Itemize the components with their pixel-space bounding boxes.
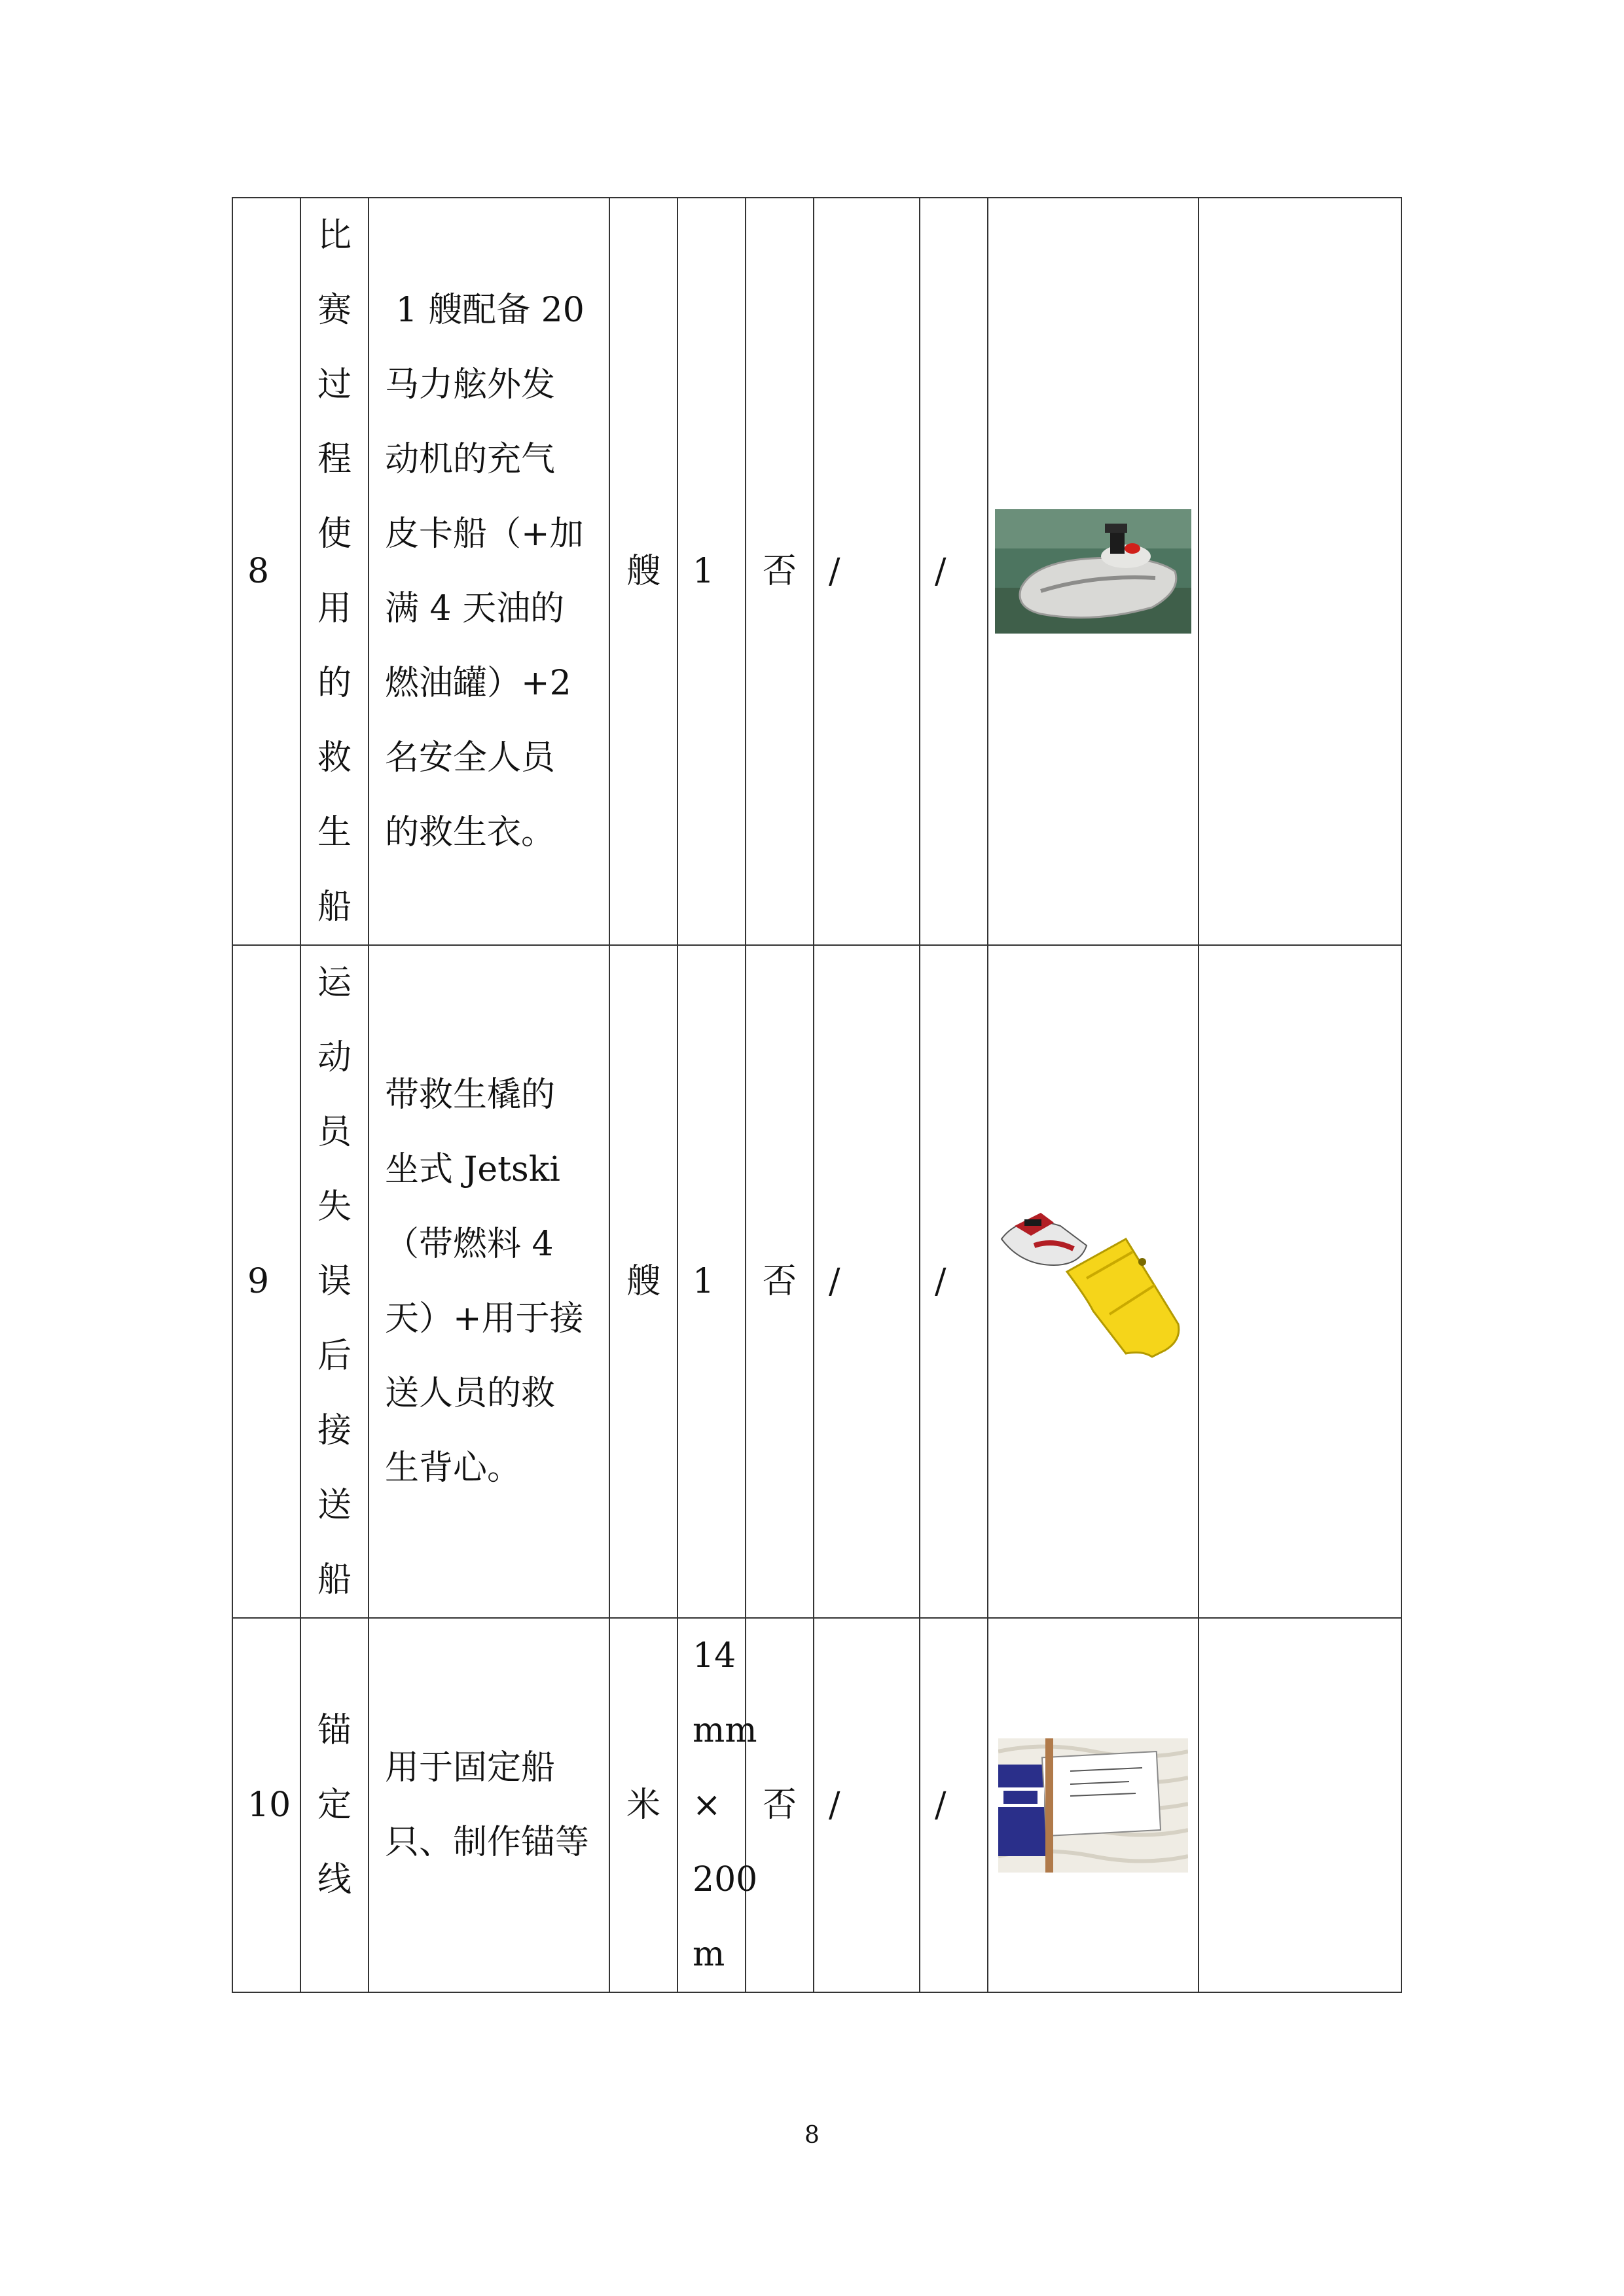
- item-image-cell: [988, 1618, 1199, 1992]
- item-quantity: 1: [677, 198, 746, 945]
- item-description: 带救生橇的 坐式 Jetski （带燃料 4 天）+用于接 送人员的救 生背心。: [369, 945, 609, 1618]
- item-description: 1 艘配备 20 马力舷外发 动机的充气 皮卡船（+加 满 4 天油的 燃油罐）+2 名安全人员 的救生衣。: [369, 198, 609, 945]
- table-row: [232, 1618, 1401, 1992]
- item-remark: [1199, 945, 1401, 1618]
- item-col7: /: [920, 198, 988, 945]
- item-unit: 艘: [609, 945, 677, 1618]
- item-col6: /: [814, 1618, 920, 1992]
- inflatable-boat-photo: [995, 509, 1191, 634]
- item-remark: [1199, 198, 1401, 945]
- table-row: [232, 945, 1401, 1618]
- item-name: 运 动 员 失 误 后 接 送 船: [300, 945, 369, 1618]
- item-col6: /: [814, 945, 920, 1618]
- item-col7: /: [920, 1618, 988, 1992]
- page-number: 8: [804, 2122, 820, 2149]
- item-flag: 否: [746, 945, 814, 1618]
- item-unit: 米: [609, 1618, 677, 1992]
- item-number: 9: [232, 945, 300, 1618]
- item-image-cell: [988, 198, 1199, 945]
- item-unit: 艘: [609, 198, 677, 945]
- table-row: [232, 198, 1401, 945]
- item-quantity: 1: [677, 945, 746, 1618]
- item-col6: /: [814, 198, 920, 945]
- anchor-rope-photo: [998, 1738, 1188, 1873]
- jetski-rescue-sled-photo: [995, 1200, 1191, 1363]
- item-remark: [1199, 1618, 1401, 1992]
- item-quantity: 14 mm × 200 m: [677, 1618, 746, 1992]
- item-number: 8: [232, 198, 300, 945]
- item-image-cell: [988, 945, 1199, 1618]
- item-flag: 否: [746, 1618, 814, 1992]
- item-name: 比 赛 过 程 使 用 的 救 生 船: [300, 198, 369, 945]
- item-col7: /: [920, 945, 988, 1618]
- item-name: 锚 定 线: [300, 1618, 369, 1992]
- equipment-table: [232, 197, 1402, 1993]
- item-description: 用于固定船 只、制作锚等: [369, 1618, 609, 1992]
- item-number: 10: [232, 1618, 300, 1992]
- item-flag: 否: [746, 198, 814, 945]
